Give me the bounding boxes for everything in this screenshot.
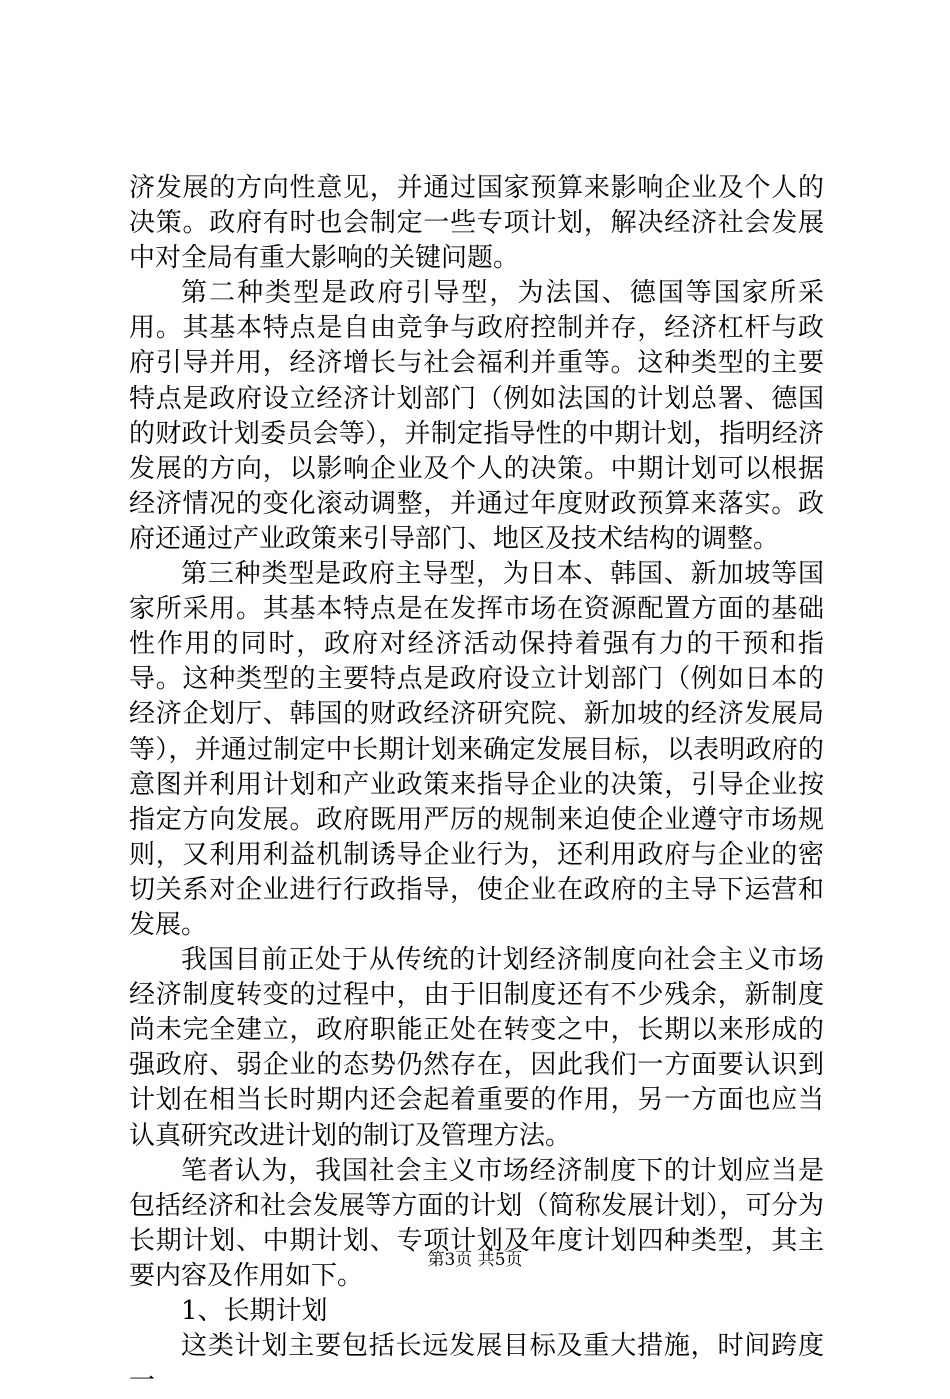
section-heading: 1、长期计划 <box>181 1296 328 1326</box>
paragraph-6: 这类计划主要包括长远发展目标及重大措施，时间跨度一 <box>129 1331 824 1397</box>
paragraph-5: 笔者认为，我国社会主义市场经济制度下的计划应当是包括经济和社会发展等方面的计划（简称发展计划），可分为长期计划、中期计划、专项计划及年度计划四种类型，其主要内容及作用如下。 <box>129 1155 824 1291</box>
page-footer: 第3页 共5页 <box>427 1250 523 1270</box>
paragraph-3: 第三种类型是政府主导型，为日本、韩国、新加坡等国家所采用。其基本特点是在发挥市场在资源配置方面的基础性作用的同时，政府对经济活动保持着强有力的干预和指导。这种类型的主要特点是政府设立计划部门（例如日本的经济企划厅、韩国的财政经济研究院、新加坡的经济发展局等），并通过制定中长期计划来确定发展目标，以表明政府的意图并利用计划和产业政策来指导企业的决策，引导企业按指定方向发展。政府既用严厉的规制来迫使企业遵守市场规则，又利用利益机制诱导企业行为，还利用政府与企业的密切关系对企业进行行政指导，使企业在政府的主导下运营和发展。 <box>129 559 824 940</box>
paragraph-4: 我国目前正处于从传统的计划经济制度向社会主义市场经济制度转变的过程中，由于旧制度还有不少残余，新制度尚未完全建立，政府职能正处在转变之中，长期以来形成的强政府、弱企业的态势仍然存在，因此我们一方面要认识到计划在相当长时期内还会起着重要的作用，另一方面也应当认真研究改进计划的制订及管理方法。 <box>129 945 824 1151</box>
document-body <box>129 171 824 1399</box>
paragraph-2: 第二种类型是政府引导型，为法国、德国等国家所采用。其基本特点是自由竞争与政府控制并存，经济杠杆与政府引导并用，经济增长与社会福利并重等。这种类型的主要特点是政府设立经济计划部门（例如法国的计划总署、德国的财政计划委员会等），并制定指导性的中期计划，指明经济发展的方向，以影响企业及个人的决策。中期计划可以根据经济情况的变化滚动调整，并通过年度财政预算来落实。政府还通过产业政策来引导部门、地区及技术结构的调整。 <box>129 278 824 554</box>
paragraph-1: 济发展的方向性意见，并通过国家预算来影响企业及个人的决策。政府有时也会制定一些专项计划，解决经济社会发展中对全局有重大影响的关键问题。 <box>129 173 824 274</box>
